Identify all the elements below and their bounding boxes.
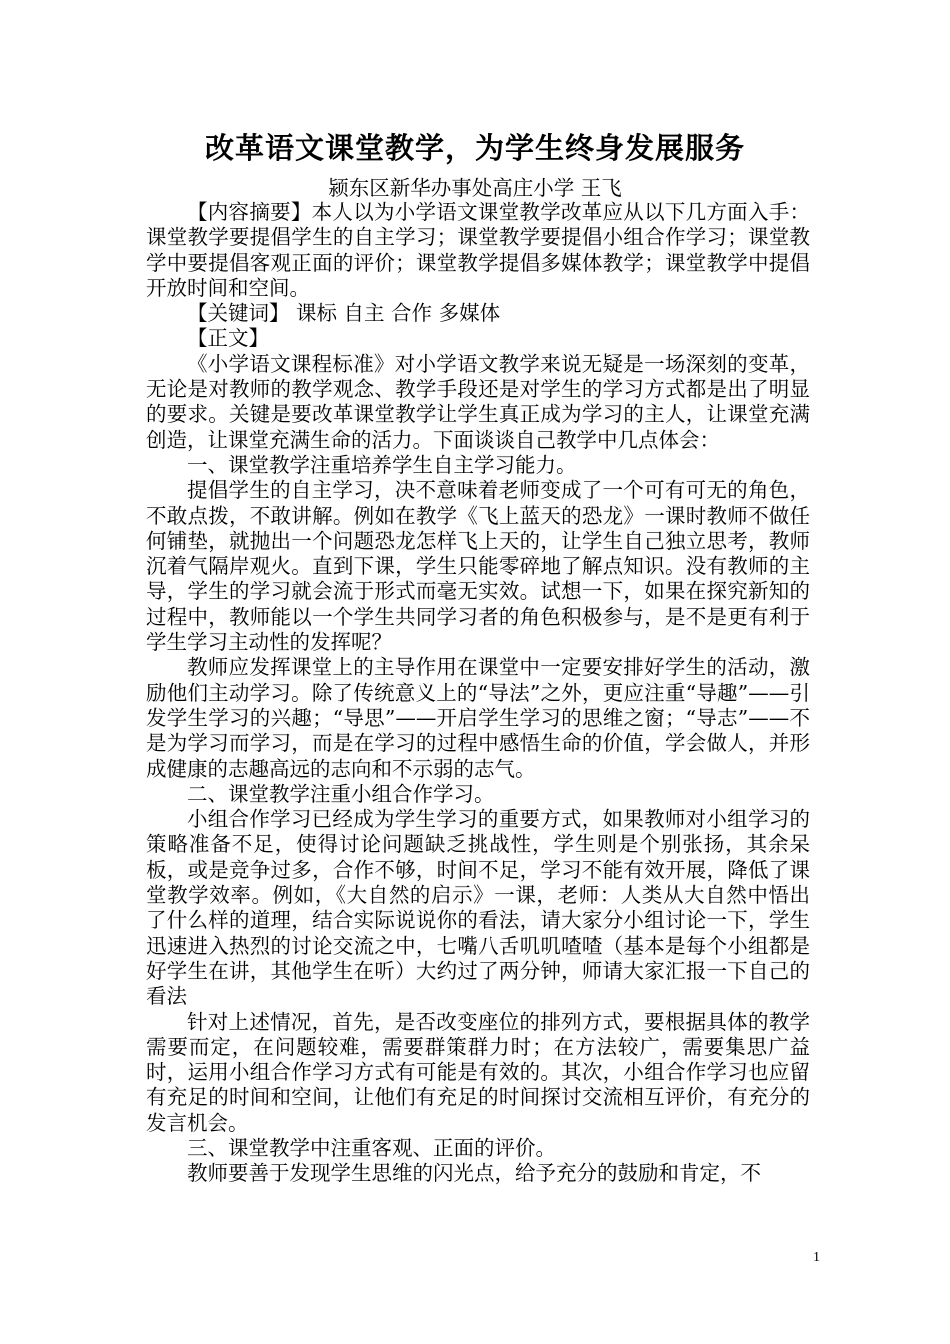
- body-paragraph: 小组合作学习已经成为学生学习的重要方式，如果教师对小组学习的策略准备不足，使得讨论问题缺乏挑战性，学生则是个别张扬，其余呆板，或是竞争过多，合作不够，时间不足，学习不能有效开展，降低了课堂教学效率。例如，《大自然的启示》一课，老师：人类从大自然中悟出了什么样的道理，结合实际说说你的看法，请大家分小组讨论一下，学生迅速进入热烈的讨论交流之中，七嘴八舌叽叽喳喳（基本是每个小组都是好学生在讲，其他学生在听）大约过了两分钟，师请大家汇报一下自己的看法: [146, 807, 810, 1009]
- author-line: 颍东区新华办事处高庄小学 王飞: [328, 176, 622, 200]
- page-number: 1: [813, 1250, 820, 1265]
- document-body: [146, 200, 810, 1187]
- document-title: 改革语文课堂教学，为学生终身发展服务: [204, 131, 745, 165]
- section-heading: 二、课堂教学注重小组合作学习。: [187, 781, 495, 806]
- section-heading: 三、课堂教学中注重客观、正面的评价。: [187, 1135, 556, 1160]
- body-paragraph: 针对上述情况，首先，是否改变座位的排列方式，要根据具体的教学需要而定，在问题较难，需要群策群力时；在方法较广，需要集思广益时，运用小组合作学习方式有可能是有效的。其次，小组合作学习也应留有充足的时间和空间，让他们有充足的时间探讨交流相互评价，有充分的发言机会。: [146, 1009, 810, 1135]
- body-paragraph: 《小学语文课程标准》对小学语文教学来说无疑是一场深刻的变革，无论是对教师的教学观念、教学手段还是对学生的学习方式都是出了明显的要求。关键是要改革课堂教学让学生真正成为学习的主人，让课堂充满创造，让课堂充满生命的活力。下面谈谈自己教学中几点体会：: [146, 351, 810, 452]
- section-heading: 一、课堂教学注重培养学生自主学习能力。: [187, 452, 577, 477]
- body-paragraph: 教师要善于发现学生思维的闪光点，给予充分的鼓励和肯定，不: [187, 1161, 761, 1186]
- keywords-line: 【关键词】 课标 自主 合作 多媒体: [187, 301, 501, 326]
- body-paragraph: 教师应发挥课堂上的主导作用在课堂中一定要安排好学生的活动，激励他们主动学习。除了传统意义上的“导法”之外，更应注重“导趣”——引发学生学习的兴趣；“导思”——开启学生学习的思维之窗；“导志”——不是为学习而学习，而是在学习的过程中感悟生命的价值，学会做人，并形成健康的志趣高远的志向和不示弱的志气。: [146, 655, 810, 781]
- abstract-paragraph: 【内容摘要】本人以为小学语文课堂教学改革应从以下几方面入手：课堂教学要提倡学生的自主学习；课堂教学要提倡小组合作学习；课堂教学中要提倡客观正面的评价；课堂教学提倡多媒体教学；课堂教学中提倡开放时间和空间。: [146, 200, 810, 300]
- body-paragraph: 提倡学生的自主学习，决不意味着老师变成了一个可有可无的角色，不敢点拨，不敢讲解。例如在教学《飞上蓝天的恐龙》一课时教师不做任何铺垫，就抛出一个问题恐龙怎样飞上天的，让学生自己独立思考，教师沉着气隔岸观火。直到下课，学生只能零碎地了解点知识。没有教师的主导，学生的学习就会流于形式而毫无实效。试想一下，如果在探究新知的过程中，教师能以一个学生共同学习者的角色积极参与，是不是更有利于学生学习主动性的发挥呢？: [146, 478, 810, 655]
- main-text-heading: 【正文】: [187, 326, 269, 351]
